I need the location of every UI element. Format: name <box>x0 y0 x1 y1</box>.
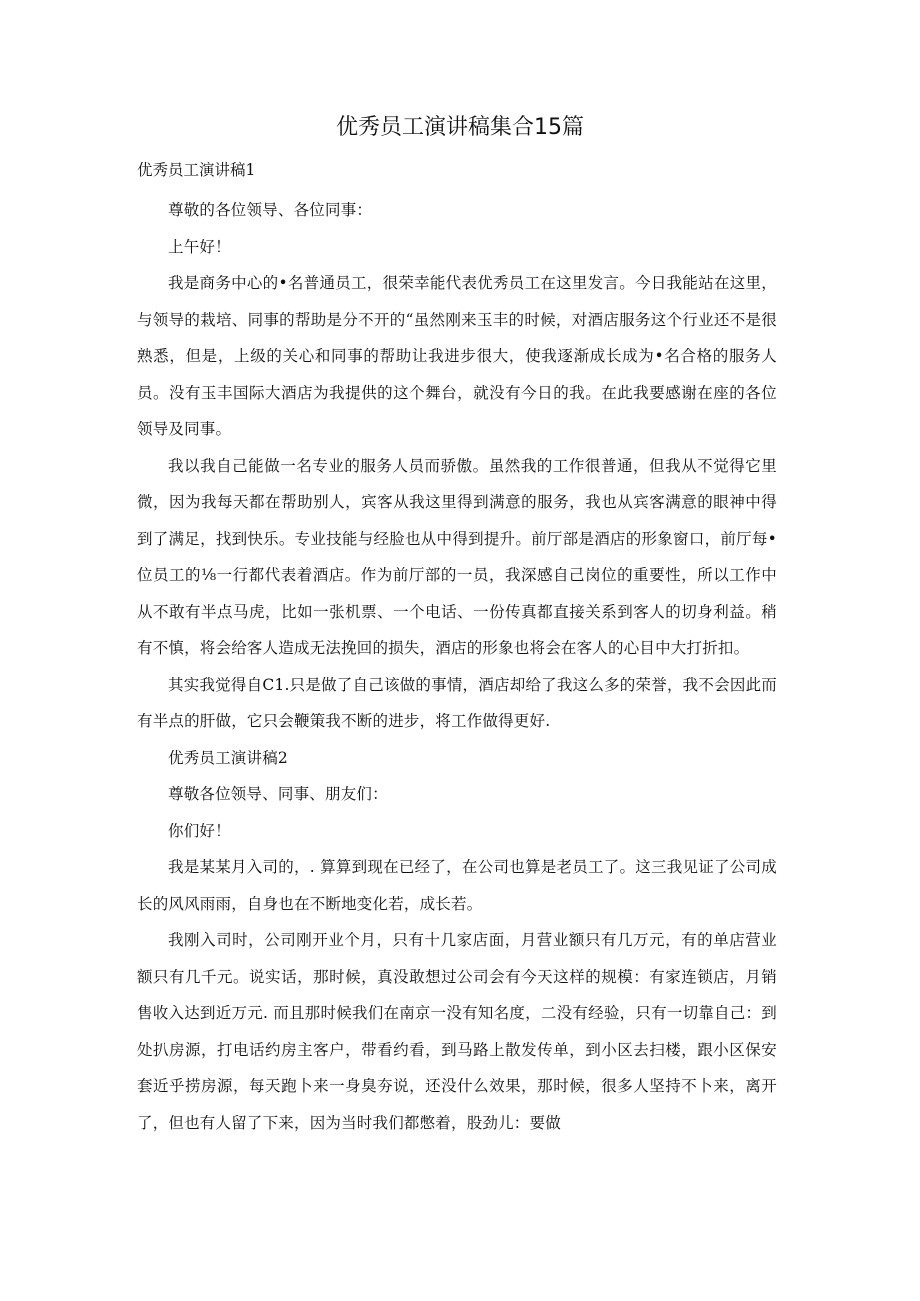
paragraph: 我刚入司时，公司刚开业个月，只有十几家店面，月营业额只有几万元，有的单店营业额只有几千元。说实话，那时候，真没敢想过公司会有今天这样的规模：有家连锁店，月销售收入达到近万元. 而且那时候我们在南京一没有知名度，二没有经验，只有一切靠自己：到处扒房源，打电话约房主客户，带看约看，到马路上散发传单，到小区去扫楼，跟小区保安套近乎捞房源，每天跑卜来一身臭夯说，还没什么效果，那时候，很多人坚持不卜来，离开了，但也有人留了下来，因为当时我们都憋着，股劲儿：要做 <box>137 931 777 1132</box>
section-heading-1: 优秀员工演讲稿1 <box>137 161 256 179</box>
document-body <box>137 157 777 1141</box>
document-title: 优秀员工演讲稿集合15篇 <box>336 115 584 140</box>
paragraph: 其实我觉得自C1.只是做了自己该做的事情，酒店却给了我这么多的荣誉，我不会因此而有半点的肝做，它只会鞭策我不断的进步，将工作做得更好. <box>137 675 777 730</box>
paragraph-greeting-1: 上午好！ <box>168 237 231 256</box>
section-heading-2: 优秀员工演讲稿2 <box>168 748 288 767</box>
paragraph-greeting-2: 你们好！ <box>168 821 231 840</box>
paragraph: 我以我自己能做一名专业的服务人员而骄傲。虽然我的工作很普通，但我从不觉得它里微，因为我每天都在帮助别人，宾客从我这里得到满意的服务，我也从宾客满意的眼神中得到了满足，找到快乐。专业技能与经脸也从中得到提升。前厅部是酒店的形象窗口，前厅每•位员工的⅛一行都代表着酒店。作为前厅部的一员，我深感自己岗位的重要性，所以工作中从不敢有半点马虎，比如一张机票、一个电话、一份传真都直接关系到客人的切身利益。稍有不慎，将会给客人造成无法挽回的损失，酒店的形象也将会在客人的心目中大打折扣。 <box>137 456 777 657</box>
paragraph: 我是商务中心的•名普通员工，很荣幸能代表优秀员工在这里发言。今日我能站在这里，与领导的栽培、同事的帮助是分不开的“虽然刚来玉丰的时候，对酒店服务这个行业还不是很熟悉，但是，上级的关心和同事的帮助让我进步很大，使我逐渐成长成为•名合格的服务人员。没有玉丰国际大酒店为我提供的这个舞台，就没有今日的我。在此我要感谢在座的各位领导及同事。 <box>137 274 777 438</box>
paragraph: 我是某某月入司的，. 算算到现在已经了，在公司也算是老员工了。这三我见证了公司成长的风风雨雨，自身也在不断地变化若，成长若。 <box>137 858 777 913</box>
paragraph-salutation-2: 尊敬各位领导、同事、朋友们： <box>168 785 388 803</box>
paragraph-salutation-1: 尊敬的各位领导、各位同事： <box>168 201 373 219</box>
